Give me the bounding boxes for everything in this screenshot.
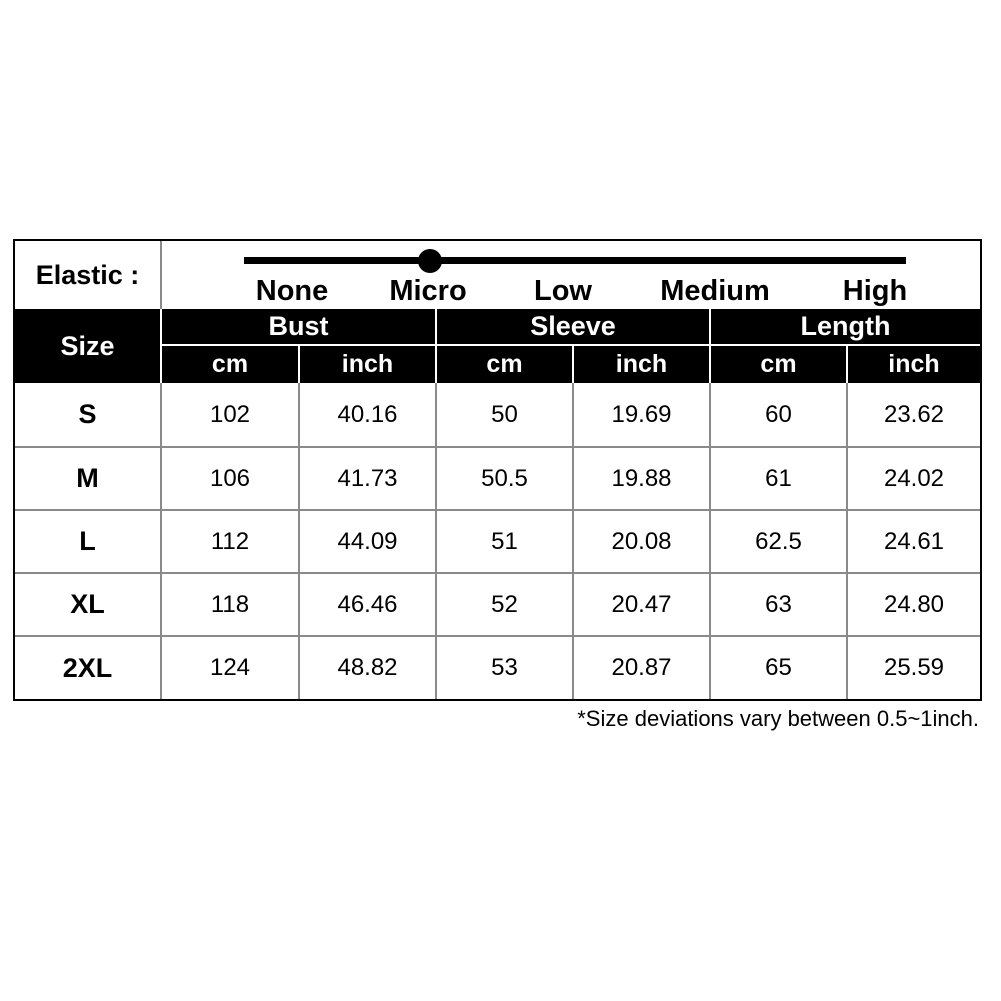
size-chart [13, 239, 982, 701]
size-column-header: Size [60, 330, 115, 361]
table-cell: 51 [491, 527, 518, 555]
table-cell: 24.61 [883, 527, 945, 555]
table-cell: 112 [210, 527, 250, 555]
table-cell: 24.02 [883, 464, 945, 492]
group-header-bust: Bust [268, 311, 329, 341]
row-size-label: XL [70, 589, 105, 619]
table-cell: 61 [765, 464, 792, 492]
size-deviation-note: *Size deviations vary between 0.5~1inch. [577, 706, 979, 731]
table-cell: 118 [210, 590, 250, 618]
row-size-label: L [79, 526, 96, 556]
elastic-level-none: None [255, 274, 329, 307]
elastic-divider [160, 241, 162, 309]
unit-header-sleeve-inch: inch [615, 350, 668, 378]
table-cell: 48.82 [337, 654, 398, 681]
elastic-level-high: High [842, 274, 908, 307]
table-cell: 52 [491, 590, 518, 618]
table-cell: 102 [209, 400, 251, 428]
unit-header-length-cm: cm [760, 350, 797, 378]
row-size-label: M [76, 463, 99, 493]
table-cell: 25.59 [883, 654, 945, 681]
elastic-level-medium: Medium [660, 274, 770, 307]
elastic-label: Elastic : [35, 259, 140, 290]
group-header-length: Length [800, 311, 891, 341]
table-cell: 63 [765, 590, 792, 618]
table-cell: 20.08 [611, 527, 672, 555]
table-cell: 46.46 [337, 590, 398, 618]
table-cell: 106 [209, 464, 251, 492]
table-cell: 19.69 [611, 400, 672, 428]
table-cell: 41.73 [337, 464, 398, 492]
table-cell: 53 [491, 654, 518, 681]
unit-header-bust-inch: inch [341, 350, 394, 378]
table-cell: 60 [765, 400, 792, 428]
row-size-label: 2XL [62, 652, 113, 683]
unit-header-length-inch: inch [888, 350, 940, 378]
table-cell: 50 [491, 400, 518, 428]
table-cell: 40.16 [337, 400, 398, 428]
unit-header-bust-cm: cm [211, 350, 249, 378]
elastic-level-low: Low [534, 274, 592, 307]
group-header-sleeve: Sleeve [530, 311, 616, 341]
table-cell: 20.47 [611, 590, 672, 618]
unit-header-sleeve-cm: cm [486, 350, 523, 378]
table-cell: 44.09 [337, 527, 398, 555]
table-cell: 24.80 [883, 590, 945, 618]
elastic-scale-bar [244, 257, 906, 264]
table-cell: 65 [765, 654, 792, 681]
table-cell: 19.88 [611, 464, 672, 492]
row-size-label: S [78, 399, 97, 429]
table-cell: 62.5 [755, 527, 802, 555]
table-cell: 23.62 [883, 400, 945, 428]
table-cell: 20.87 [611, 654, 672, 681]
table-cell: 124 [209, 654, 251, 681]
elastic-level-micro: Micro [389, 274, 467, 307]
elastic-indicator [418, 249, 442, 273]
table-cell: 50.5 [481, 464, 528, 492]
